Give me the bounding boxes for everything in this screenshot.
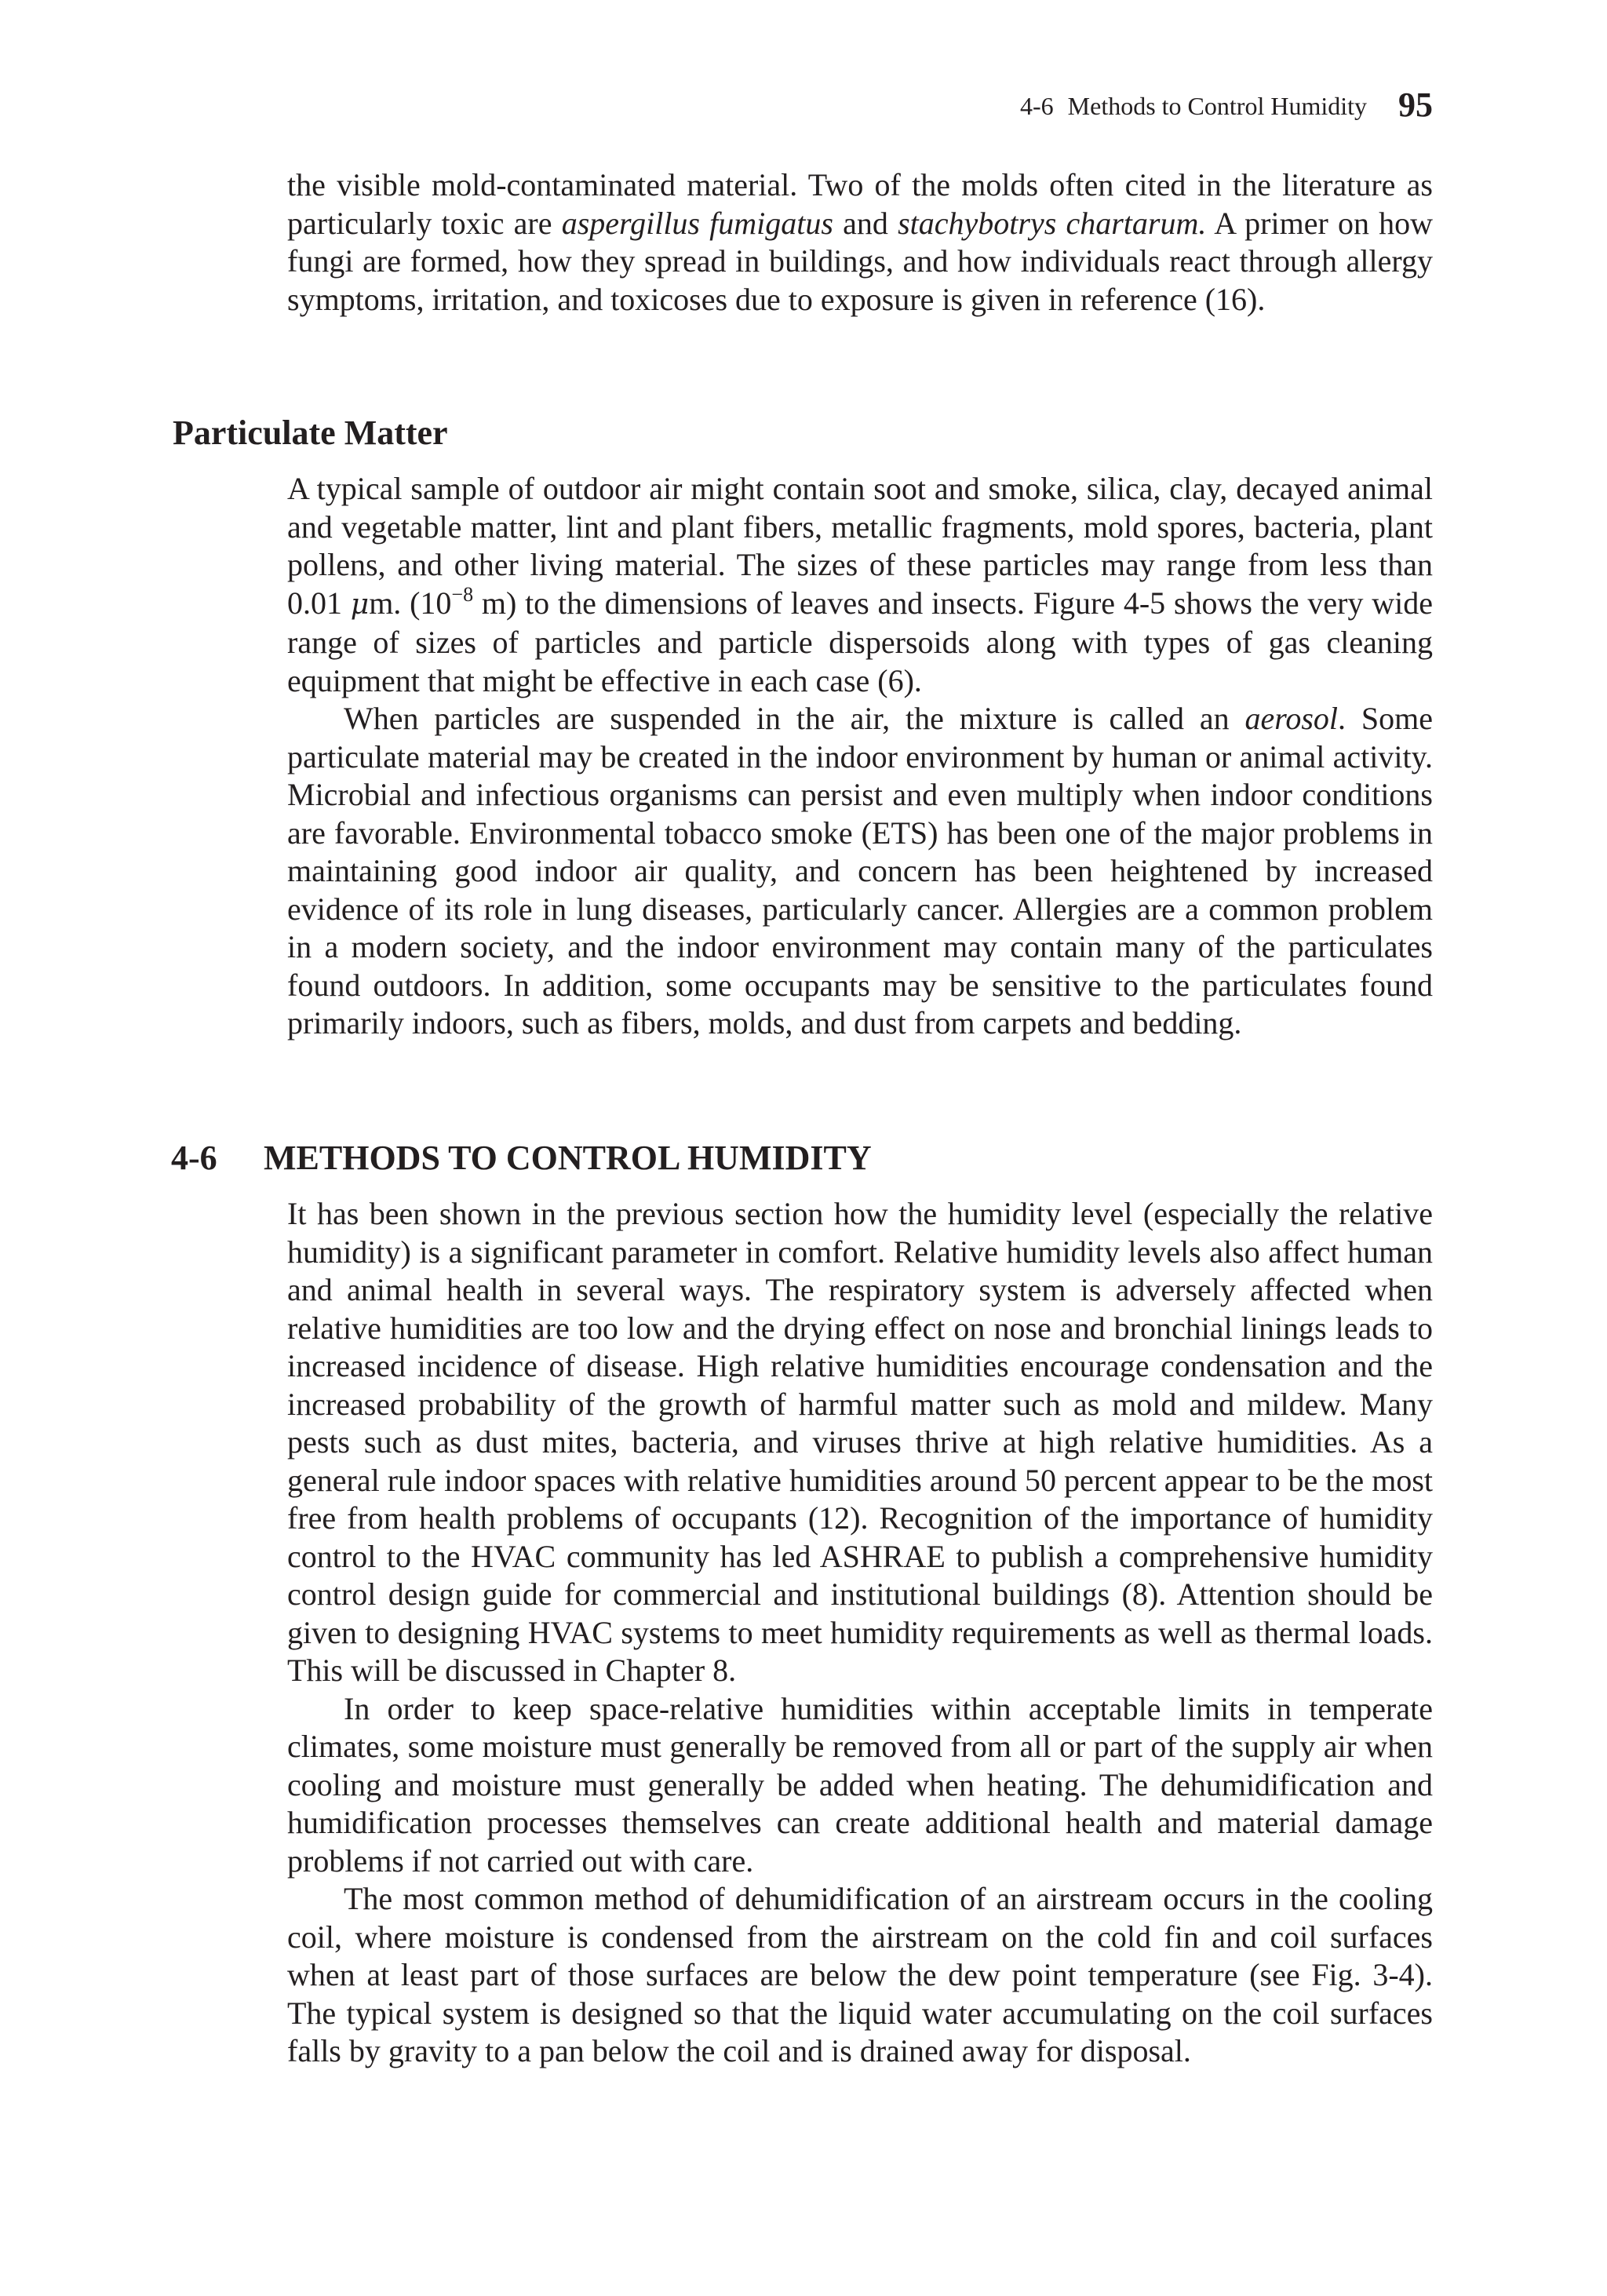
text-run: . Some particulate material may be created in the indoor environment by human or animal activity. Microbial and infectious organisms can persist and even multiply when indoor conditions are favorable. Environmental tobacco smoke (ETS) has been one of the major problems in maintaining good indoor air quality, and concern has been heightened by increased evidence of its role in lung diseases, particularly cancer. Allergies are a common problem in a modern society, and the indoor environment may contain many of the particulates found outdoors. In addition, some occupants may be sensitive to the particulates found primarily indoors, such as fibers, molds, and dust from carpets and bedding. — [287, 701, 1434, 1040]
text-run: the visible mold-contaminated material. Two of the molds often cited in the literature as particularly toxic are — [287, 167, 1433, 241]
term-aerosol: aerosol — [1244, 701, 1339, 736]
header-section-number: 4-6 — [1020, 92, 1054, 120]
page-number: 95 — [1398, 86, 1433, 124]
section-number: 4-6 — [171, 1139, 217, 1177]
section-paragraph-3: The most common method of dehumidification of an airstream occurs in the cooling coil, where moisture is condensed from the airstream on the cold fin and coil surfaces when at least part of those surfaces are below the dew point temperature (see Fig. 3-4). The typical system is designed so that the liquid water accumulating on the coil surfaces falls by gravity to a pan below the coil and is drained away for disposal. — [287, 1881, 1433, 2068]
particulate-paragraph-1 — [287, 470, 1433, 700]
section-paragraph-1: It has been shown in the previous section how the humidity level (especially the relative humidity) is a significant parameter in comfort. Relative humidity levels also affect human and animal health in several ways. The respiratory system is adversely affected when relative humidities are too low and the drying effect on nose and bronchial linings leads to increased incidence of disease. High relative humidities encourage condensation and the increased probability of the growth of harmful matter such as mold and mildew. Many pests such as dust mites, bacteria, and viruses thrive at high relative humidities. As a general rule indoor spaces with relative humidities around 50 percent appear to be the most free from health problems of occupants (12). Recognition of the importance of humidity control to the HVAC community has led ASHRAE to publish a comprehensive humidity control design guide for commercial and institutional buildings (8). Attention should be given to designing HVAC systems to meet humidity requirements as well as thermal loads. This will be discussed in Chapter 8. — [287, 1196, 1433, 1688]
subheading-particulate-matter: Particulate Matter — [173, 414, 448, 452]
species-name: stachybotrys chartarum. — [898, 205, 1207, 241]
text-run: m. (10 — [369, 585, 452, 621]
section-heading — [171, 1135, 872, 1182]
text-run: and — [833, 205, 898, 241]
particulate-text — [287, 470, 1433, 1043]
header-section-title: Methods to Control Humidity — [1067, 92, 1367, 120]
intro-paragraph — [287, 166, 1433, 319]
intro-text — [287, 166, 1433, 319]
species-name: aspergillus fumigatus — [561, 205, 833, 241]
text-run: A typical sample of outdoor air might contain soot and smoke, silica, clay, decayed animal and vegetable matter, lint and plant fibers, metallic fragments, mold spores, bacteria, plant pollens, and other living material. The sizes of these particles may range from less than 0.01 — [287, 471, 1433, 621]
section-text — [287, 1195, 1433, 2071]
text-run: m) to the dimensions of leaves and insects. Figure 4-5 shows the very wide range of sizes of particles and particle dispersoids along with types of gas cleaning equipment that might be effective in each case (6). — [287, 585, 1433, 698]
section-paragraph-2: In order to keep space-relative humidities within acceptable limits in temperate climates, some moisture must generally be removed from all or part of the supply air when cooling and moisture must generally be added when heating. The dehumidification and humidification processes themselves can create additional health and material damage problems if not carried out with care. — [287, 1690, 1433, 1879]
section-title: METHODS TO CONTROL HUMIDITY — [264, 1139, 872, 1177]
mu-symbol: μ — [350, 588, 370, 621]
particulate-paragraph-2 — [287, 700, 1433, 1043]
running-header — [1020, 88, 1433, 123]
text-run: A primer on how fungi are formed, how they spread in buildings, and how individuals react through allergy symptoms, irritation, and toxicoses due to exposure is given in reference (16). — [287, 205, 1433, 317]
exponent: −8 — [451, 582, 474, 606]
text-run: When particles are suspended in the air, the mixture is called an — [344, 701, 1245, 736]
